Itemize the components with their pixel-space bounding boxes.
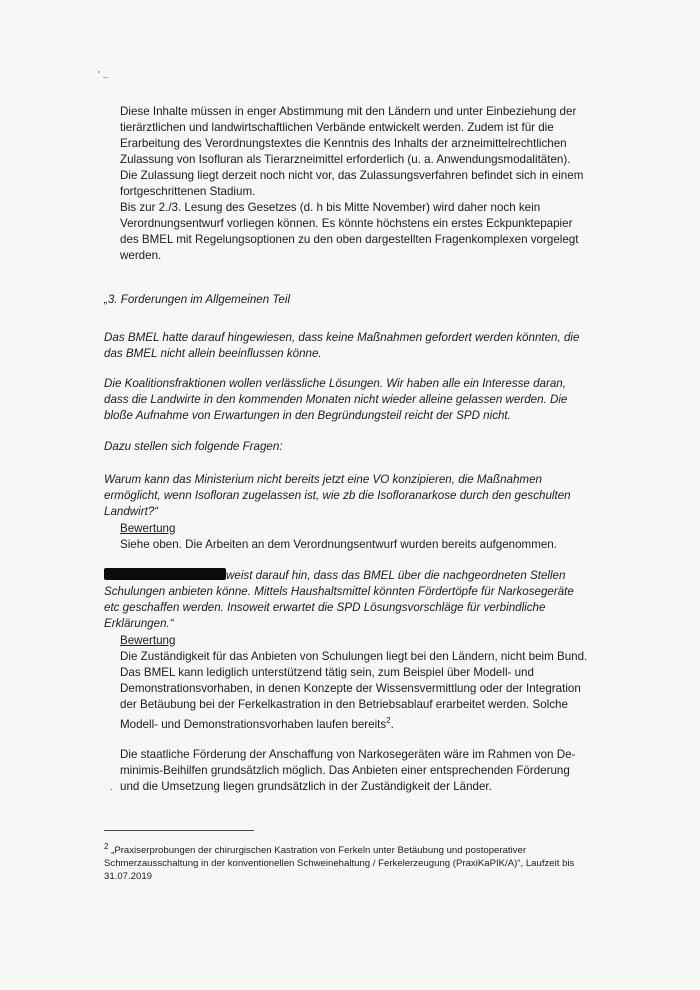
evaluation-text: Die Zuständigkeit für das Anbieten von Schulungen liegt bei den Ländern, nicht beim Bund. Das BMEL kann lediglich unterstützend tätig sein, zum Beispiel über Modell- und Demonstrationsvorhaben, in denen Konzepte der Wissensvermittlung oder der Integration der Betäubung bei der Ferkelkastration in den Betriebsablauf erarbeitet werden. Solche Modell- und Demonstrationsvorhaben laufen bereits$^2$. <box>120 650 588 731</box>
quote-text: Dazu stellen sich folgende Fragen: <box>104 440 283 453</box>
quote-paragraph-1 <box>104 330 590 362</box>
evaluation-text: Die staatliche Förderung der Anschaffung von Narkosegeräten wäre im Rahmen von De-minimis-Beihilfen grundsätzlich möglich. Das Anbieten einer entsprechenden Förderung und die Umsetzung liegen grundsätzlich in der Zuständigkeit der Länder. <box>120 748 576 793</box>
footnote-number: 2 <box>104 842 109 851</box>
quote-paragraph-4 <box>104 472 590 520</box>
evaluation-1 <box>120 521 590 553</box>
evaluation-label: Bewertung <box>120 634 176 647</box>
paragraph-1 <box>120 104 590 200</box>
scan-mark: ' .. <box>98 70 109 81</box>
paragraph-text: Bis zur 2./3. Lesung des Gesetzes (d. h bis Mitte November) wird daher noch kein Verordnungsentwurf vorliegen können. Es könnte höchstens ein erstes Eckpunktepapier des BMEL mit Regelungsoptionen zu den oben dargestellten Fragenkomplexen vorgelegt werden. <box>120 201 579 262</box>
quote-text: Das BMEL hatte darauf hingewiesen, dass keine Maßnahmen gefordert werden könnten, die das BMEL nicht allein beeinflussen könne. <box>104 331 580 360</box>
paragraph-text: Diese Inhalte müssen in enger Abstimmung mit den Ländern und unter Einbeziehung der tierärztlichen und landwirtschaftlichen Verbände entwickelt werden. Zudem ist für die Erarbeitung des Verordnungstextes die Kenntnis des Inhalts der arzneimittelrechtlichen Zulassung von Isofluran als Tierarzneimittel erforderlich (u. a. Anwendungsmodalitäten). Die Zulassung liegt derzeit noch nicht vor, das Zulassungsverfahren befindet sich in einem fortgeschrittenen Stadium. <box>120 105 584 198</box>
quote-paragraph-2 <box>104 376 590 424</box>
quote-text: weist darauf hin, dass das BMEL über die nachgeordneten Stellen Schulungen anbieten könne. Mittels Haushaltsmittel könnten Fördertöpfe für Narkosegeräte etc geschaffen werden. Insoweit erwartet die SPD Lösungsvorschläge für verbindliche Erklärungen.“ <box>104 569 574 630</box>
quote-text: Die Koalitionsfraktionen wollen verlässliche Lösungen. Wir haben alle ein Interesse daran, dass die Landwirte in den kommenden Monaten nicht wieder alleine gelassen werden. Die bloße Aufnahme von Erwartungen in den Begründungsteil reicht der SPD nicht. <box>104 377 568 422</box>
paragraph-2 <box>120 200 590 264</box>
evaluation-label: Bewertung <box>120 522 176 535</box>
redaction-bar <box>104 568 226 580</box>
quote-text: Warum kann das Ministerium nicht bereits jetzt eine VO konzipieren, die Maßnahmen ermöglicht, wenn Isofloran zugelassen ist, wie zb die Isofloranarkose durch den geschulten Landwirt?“ <box>104 473 571 518</box>
quote-heading <box>104 292 590 308</box>
footnote <box>104 840 590 883</box>
quote-redacted-paragraph <box>104 568 590 632</box>
quote-paragraph-3 <box>104 439 590 455</box>
quote-heading-text: „3. Forderungen im Allgemeinen Teil <box>104 293 291 306</box>
footnote-ref: 2 <box>386 716 391 725</box>
scan-mark: . <box>110 782 113 793</box>
evaluation-2 <box>120 633 590 733</box>
footnote-rule <box>104 830 254 831</box>
evaluation-text: Siehe oben. Die Arbeiten an dem Verordnungsentwurf wurden bereits aufgenommen. <box>120 538 557 551</box>
evaluation-2-paragraph-2 <box>120 747 590 795</box>
footnote-text: „Praxiserprobungen der chirurgischen Kastration von Ferkeln unter Betäubung und postoperativer Schmerzausschaltung in der konventionellen Schweinehaltung / Ferkelerzeugung (PraxiKaPIK/A)“, Laufzeit bis 31.07.2019 <box>104 845 575 883</box>
